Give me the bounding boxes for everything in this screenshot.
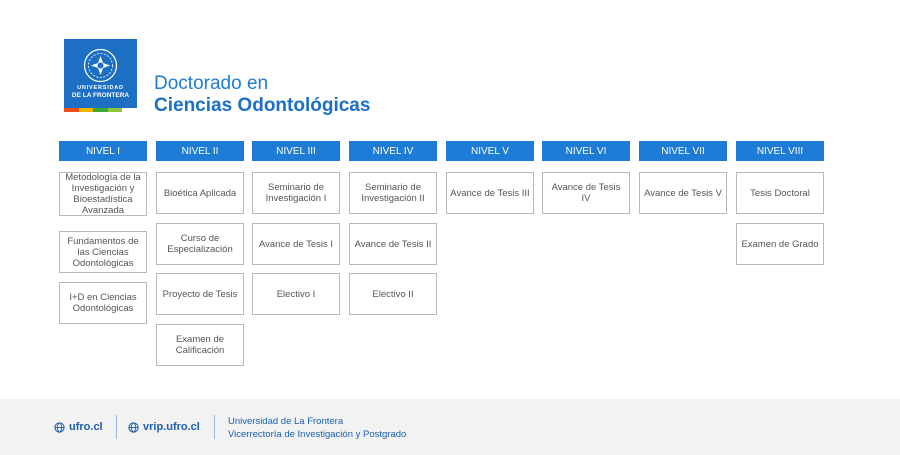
level-column-8 <box>736 141 824 250</box>
course-box: Fundamentos de las Ciencias Odontológicas <box>59 231 147 273</box>
footer-institution <box>228 416 406 441</box>
level-column-4 <box>349 141 437 300</box>
page-title-line2: Ciencias Odontológicas <box>154 95 371 116</box>
course-box: Avance de Tesis I <box>252 223 340 265</box>
course-box: Curso de Especialización <box>156 223 244 265</box>
level-column-7 <box>639 141 727 199</box>
level-header: NIVEL VII <box>639 141 727 161</box>
globe-icon <box>128 422 139 433</box>
level-header: NIVEL V <box>446 141 534 161</box>
course-box: Metodología de la Investigación y Bioestadística Avanzada <box>59 172 147 216</box>
course-box: Seminario de Investigación II <box>349 172 437 214</box>
level-column-2 <box>156 141 244 356</box>
university-logo <box>64 39 137 112</box>
course-box: Bioética Aplicada <box>156 172 244 214</box>
footer-institution-name: Universidad de La Frontera <box>228 416 344 427</box>
level-column-3 <box>252 141 340 300</box>
logo-text-line2: DE LA FRONTERA <box>71 92 130 99</box>
footer-divider <box>214 415 215 439</box>
vrip-link[interactable] <box>128 421 200 433</box>
course-box: Electivo I <box>252 273 340 315</box>
level-header: NIVEL II <box>156 141 244 161</box>
ufro-link[interactable] <box>54 421 103 433</box>
course-box: Seminario de Investigación I <box>252 172 340 214</box>
course-box: Examen de Grado <box>736 223 824 265</box>
level-header: NIVEL I <box>59 141 147 161</box>
course-box: I+D en Ciencias Odontológicas <box>59 282 147 324</box>
ufro-link-label: ufro.cl <box>69 421 103 433</box>
level-column-5 <box>446 141 534 199</box>
course-box: Electivo II <box>349 273 437 315</box>
vrip-link-label: vrip.ufro.cl <box>143 421 200 433</box>
course-box: Proyecto de Tesis <box>156 273 244 315</box>
course-box: Examen de Calificación <box>156 324 244 366</box>
course-box: Avance de Tesis II <box>349 223 437 265</box>
level-header: NIVEL IV <box>349 141 437 161</box>
course-box: Avance de Tesis IV <box>542 172 630 214</box>
footer <box>0 399 900 455</box>
logo-text-line1: UNIVERSIDAD <box>77 85 124 91</box>
course-box: Avance de Tesis V <box>639 172 727 214</box>
course-box: Avance de Tesis III <box>446 172 534 214</box>
level-column-1 <box>59 141 147 314</box>
level-header: NIVEL III <box>252 141 340 161</box>
page-title-line1: Doctorado en <box>154 73 269 94</box>
course-box: Tesis Doctoral <box>736 172 824 214</box>
globe-icon <box>54 422 65 433</box>
emblem-icon <box>82 47 119 84</box>
level-header: NIVEL VI <box>542 141 630 161</box>
footer-department-name: Vicerrectoría de Investigación y Postgrado <box>228 428 407 440</box>
level-header: NIVEL VIII <box>736 141 824 161</box>
footer-divider <box>116 415 117 439</box>
logo-stripes <box>64 108 137 112</box>
level-column-6 <box>542 141 630 204</box>
